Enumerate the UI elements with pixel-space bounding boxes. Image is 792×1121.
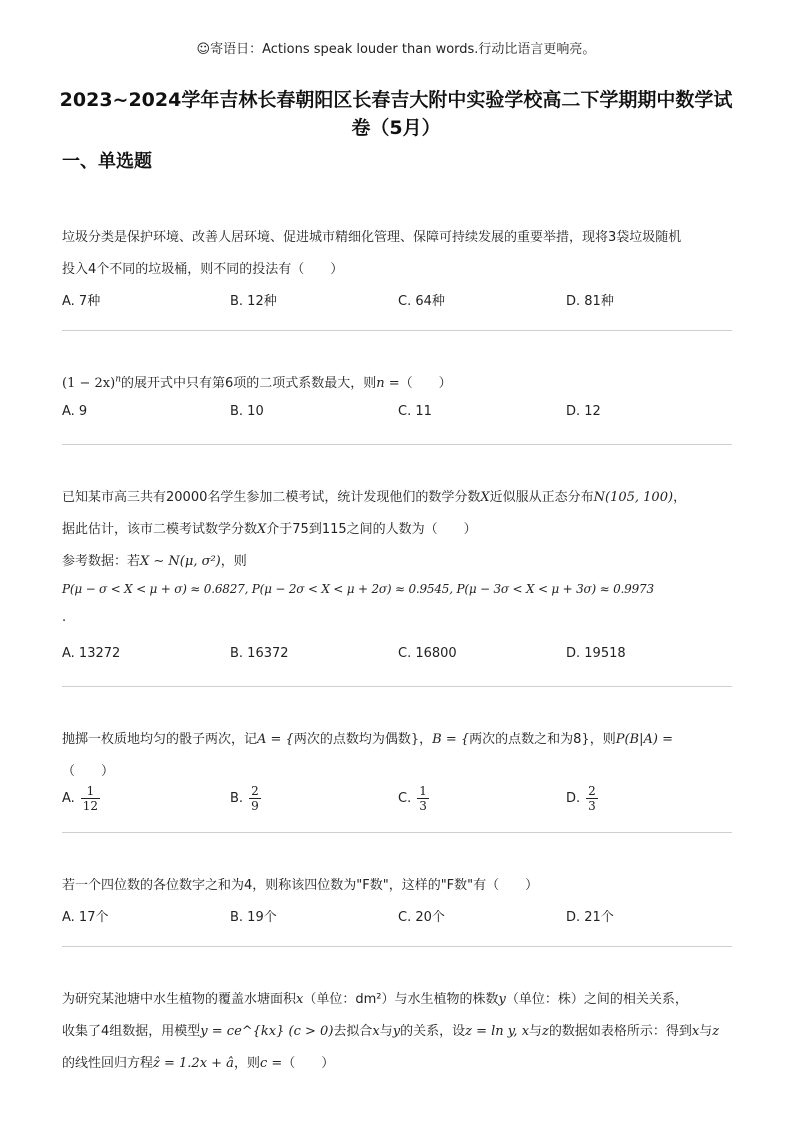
denominator: 12 — [82, 799, 99, 813]
divider — [62, 832, 732, 833]
fraction — [417, 784, 429, 813]
q3-distribution: N(105, 100) — [593, 490, 674, 505]
q6-text: （单位：株）之间的相关关系， — [505, 992, 688, 1007]
q3-reference-line — [62, 550, 247, 569]
q4-option-label: C. — [398, 791, 412, 806]
q3-reference-probabilities: P(μ − σ < X < μ + σ) ≈ 0.6827, P(μ − 2σ < X < μ + 2σ) ≈ 0.9545, P(μ − 3σ < X < μ + 3σ) ≈ 0.9973 — [62, 582, 654, 596]
q6-text: 的线性回归方程 — [62, 1056, 154, 1071]
denominator: 3 — [588, 799, 596, 813]
q4-option-c[interactable] — [398, 784, 429, 813]
q4-stem-line2: （ ） — [62, 764, 115, 779]
exam-title-line2: 卷（5月） — [351, 117, 441, 139]
denominator: 9 — [251, 799, 259, 813]
q3-text: 近似服从正态分布 — [489, 490, 594, 505]
q4-option-b[interactable] — [230, 784, 261, 813]
q2-binomial: (1 − 2x) — [62, 376, 116, 391]
q3-text: ， — [673, 490, 687, 505]
q3-text: 参考数据：若 — [62, 554, 141, 569]
exam-title-line1: 2023~2024学年吉林长春朝阳区长春吉大附中实验学校高二下学期期中数学试 — [59, 89, 733, 111]
q6-text: 的数据如表格所示：得到 — [548, 1024, 692, 1039]
numerator: 2 — [251, 784, 259, 798]
q6-stem-line2 — [62, 1020, 719, 1039]
fraction — [249, 784, 261, 813]
denominator: 3 — [419, 799, 427, 813]
q6-substitution: z = ln y, x — [465, 1024, 530, 1039]
q6-var-x: x — [372, 1024, 380, 1039]
q2-option-b[interactable]: B. 10 — [230, 404, 264, 419]
q1-option-a[interactable]: A. 7种 — [62, 294, 101, 309]
motto: ☺寄语日：Actions speak louder than words.行动比语言更响亮。 — [196, 42, 596, 57]
fraction — [81, 784, 100, 813]
q6-text: 去拟合 — [333, 1024, 373, 1039]
divider — [62, 330, 732, 331]
q5-option-d[interactable]: D. 21个 — [566, 910, 614, 925]
q5-option-b[interactable]: B. 19个 — [230, 910, 277, 925]
q4-event-b: B = { — [432, 732, 470, 747]
q5-option-c[interactable]: C. 20个 — [398, 910, 445, 925]
q6-text: （单位：dm²）与水生植物的株数 — [303, 992, 499, 1007]
q2-exponent: n — [115, 374, 121, 385]
q2-option-a[interactable]: A. 9 — [62, 404, 88, 419]
q3-option-c[interactable]: C. 16800 — [398, 646, 457, 661]
q4-conditional-prob: P(B|A) = — [615, 732, 673, 747]
q3-period: . — [62, 610, 67, 625]
q5-stem: 若一个四位数的各位数字之和为4，则称该四位数为"F数"，这样的"F数"有（ ） — [62, 878, 539, 893]
q1-option-b[interactable]: B. 12种 — [230, 294, 277, 309]
q3-stem-line1 — [62, 486, 686, 505]
q4-option-a[interactable] — [62, 784, 100, 813]
q6-stem-line1 — [62, 988, 688, 1007]
q1-stem-line2: 投入4个不同的垃圾桶，则不同的投法有（ ） — [62, 262, 344, 277]
q3-text: 介于75到115之间的人数为（ ） — [266, 522, 477, 537]
q6-var-y: y — [392, 1024, 401, 1039]
q3-option-b[interactable]: B. 16372 — [230, 646, 289, 661]
q6-text: 为研究某池塘中水生植物的覆盖水塘面积 — [62, 992, 297, 1007]
q6-var-z: z — [712, 1024, 720, 1039]
q6-var-x: x — [691, 1024, 700, 1039]
q2-option-d[interactable]: D. 12 — [566, 404, 601, 419]
q4-event-a: A = { — [257, 732, 294, 747]
q4-event-a-text: 两次的点数均为偶数 — [293, 732, 411, 747]
q3-normal-def: X ∼ N(μ, σ²) — [140, 554, 221, 569]
divider — [62, 946, 732, 947]
fraction — [586, 784, 598, 813]
q6-var-c: c = — [259, 1056, 283, 1071]
q6-text: ，则 — [233, 1056, 260, 1071]
q2-tail: （ ） — [399, 376, 452, 391]
numerator: 1 — [81, 784, 100, 799]
q4-text: ，则 — [589, 732, 616, 747]
q5-option-a[interactable]: A. 17个 — [62, 910, 109, 925]
q3-text: 已知某市高三共有20000名学生参加二模考试，统计发现他们的数学分数 — [62, 490, 481, 505]
q6-var-z: z — [542, 1024, 549, 1039]
q3-var-x: X — [257, 522, 267, 537]
numerator: 1 — [419, 784, 427, 798]
q4-option-d[interactable] — [566, 784, 598, 813]
q2-option-c[interactable]: C. 11 — [398, 404, 432, 419]
q6-stem-line3 — [62, 1052, 334, 1071]
divider — [62, 686, 732, 687]
q4-option-label: A. — [62, 791, 75, 806]
q4-brace: } — [410, 732, 420, 747]
q6-text: 收集了4组数据，用模型 — [62, 1024, 201, 1039]
q2-stem — [62, 372, 452, 391]
q6-model: y = ce^{kx} (c > 0) — [200, 1024, 334, 1039]
q6-text: （ ） — [282, 1056, 335, 1071]
q6-text: 与 — [379, 1024, 393, 1039]
q1-option-c[interactable]: C. 64种 — [398, 294, 445, 309]
q1-stem-line1: 垃圾分类是保护环境、改善人居环境、促进城市精细化管理、保障可持续发展的重要举措，现将3袋垃圾随机 — [62, 230, 682, 245]
q6-text: 与 — [699, 1024, 713, 1039]
section-heading: 一、单选题 — [62, 151, 152, 172]
q3-option-d[interactable]: D. 19518 — [566, 646, 626, 661]
q4-option-label: B. — [230, 791, 244, 806]
q2-n: n = — [376, 376, 400, 391]
q2-text: 的展开式中只有第6项的二项式系数最大，则 — [120, 376, 377, 391]
q4-text: ， — [419, 732, 433, 747]
q6-text: 与 — [529, 1024, 543, 1039]
q6-regression-equation: ẑ = 1.2x + â — [153, 1056, 234, 1071]
numerator: 2 — [588, 784, 596, 798]
divider — [62, 444, 732, 445]
q1-option-d[interactable]: D. 81种 — [566, 294, 614, 309]
q3-text: 据此估计，该市二模考试数学分数 — [62, 522, 258, 537]
q6-text: 的关系，设 — [400, 1024, 466, 1039]
q4-stem-line1 — [62, 728, 673, 747]
q4-option-label: D. — [566, 791, 581, 806]
q6-var-y: y — [498, 992, 506, 1007]
q4-event-b-text: 两次的点数之和为8 — [469, 732, 582, 747]
q3-option-a[interactable]: A. 13272 — [62, 646, 121, 661]
q3-text: ，则 — [220, 554, 247, 569]
q6-var-x: x — [296, 992, 304, 1007]
q3-stem-line2 — [62, 518, 477, 537]
q4-brace: } — [581, 732, 590, 747]
q4-text: 抛掷一枚质地均匀的骰子两次，记 — [62, 732, 258, 747]
q3-var-x: X — [480, 490, 490, 505]
